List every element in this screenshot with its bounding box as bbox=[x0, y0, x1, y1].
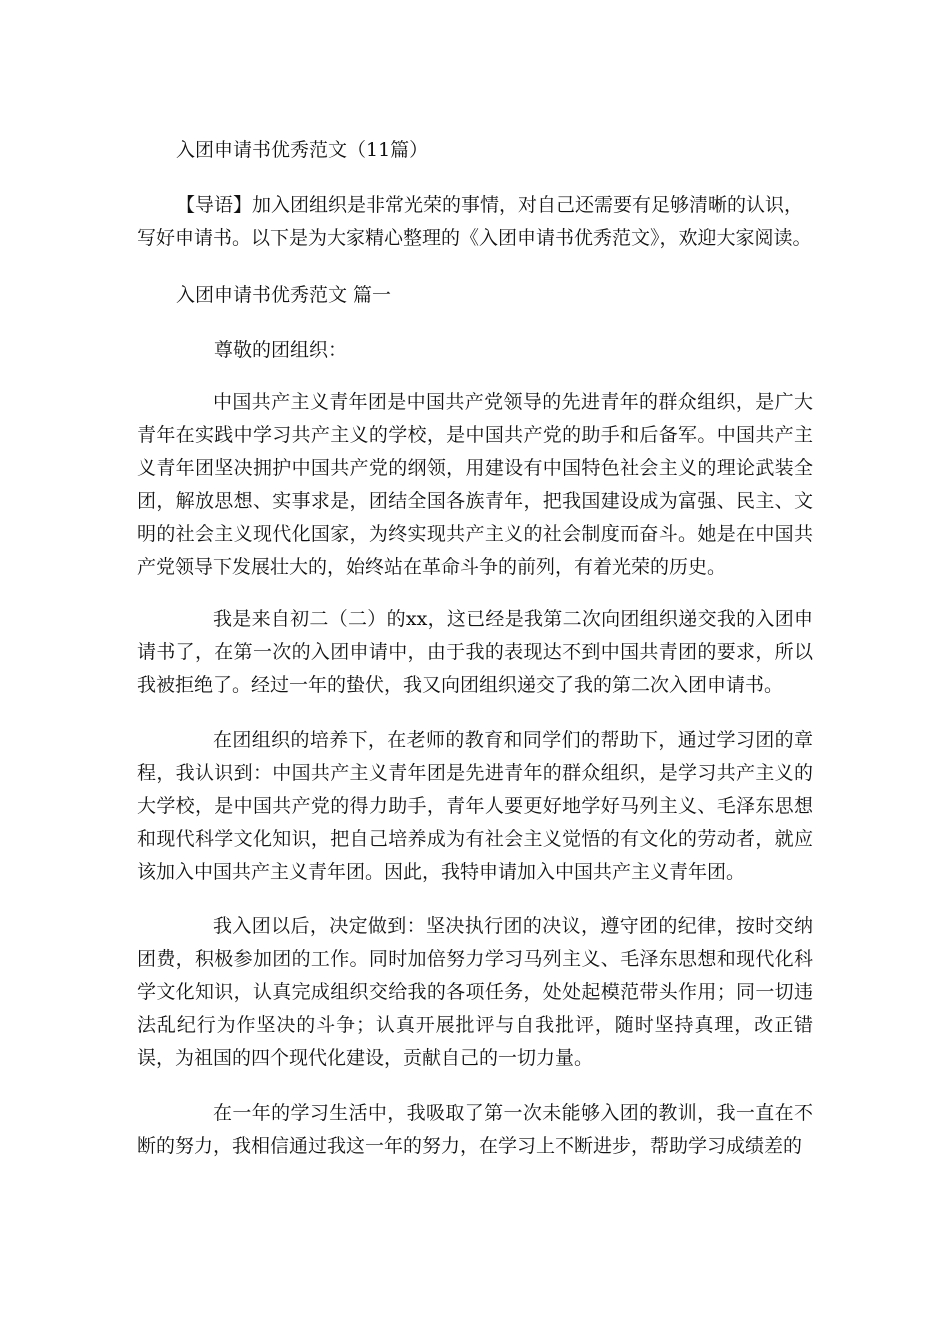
lead-line-2: 写好申请书。以下是为大家精心整理的《入团申请书优秀范文》，欢迎大家阅读。 bbox=[137, 227, 812, 249]
lead-line-1: 【导语】加入团组织是非常光荣的事情，对自己还需要有足够清晰的认识， bbox=[176, 194, 804, 216]
paragraph-2: 我是来自初二（二）的xx，这已经是我第二次向团组织递交我的入团申请书了，在第一次的入团申请中，由于我的表现达不到中国共青团的要求，所以我被拒绝了。经过一年的蛰伏，我又向团组织递交了我的第二次入团申请书。 bbox=[137, 608, 813, 696]
paragraph-3: 在团组织的培养下，在老师的教育和同学们的帮助下，通过学习团的章程，我认识到：中国共产主义青年团是先进青年的群众组织，是学习共产主义的大学校，是中国共产党的得力助手，青年人要更好地学好马列主义、毛泽东思想和现代科学文化知识，把自己培养成为有社会主义觉悟的有文化的劳动者，就应该加入中国共产主义青年团。因此，我特申请加入中国共产主义青年团。 bbox=[137, 729, 813, 883]
paragraph-4: 我入团以后，决定做到：坚决执行团的决议，遵守团的纪律，按时交纳团费，积极参加团的工作。同时加倍努力学习马列主义、毛泽东思想和现代化科学文化知识，认真完成组织交给我的各项任务，处处起模范带头作用；同一切违法乱纪行为作坚决的斗争；认真开展批评与自我批评，随时坚持真理，改正错误，为祖国的四个现代化建设，贡献自己的一切力量。 bbox=[137, 915, 813, 1069]
document-title: 入团申请书优秀范文（11篇） bbox=[176, 139, 429, 161]
paragraph-1: 中国共产主义青年团是中国共产党领导的先进青年的群众组织，是广大青年在实践中学习共产主义的学校，是中国共产党的助手和后备军。中国共产主义青年团坚决拥护中国共产党的纲领，用建设有中国特色社会主义的理论武装全团，解放思想、实事求是，团结全国各族青年，把我国建设成为富强、民主、文明的社会主义现代化国家，为终实现共产主义的社会制度而奋斗。她是在中国共产党领导下发展壮大的，始终站在革命斗争的前列，有着光荣的历史。 bbox=[137, 391, 813, 578]
section-title: 入团申请书优秀范文 篇一 bbox=[176, 284, 392, 306]
paragraph-5: 在一年的学习生活中，我吸取了第一次未能够入团的教训，我一直在不断的努力，我相信通过我这一年的努力，在学习上不断进步，帮助学习成绩差的 bbox=[137, 1102, 813, 1157]
salutation: 尊敬的团组织： bbox=[214, 339, 348, 361]
